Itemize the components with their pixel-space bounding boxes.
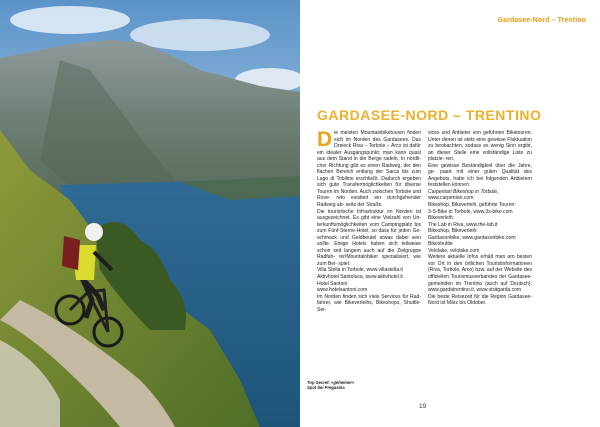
line: offiziellen Tourismusverbandes der Gardasee- <box>428 274 532 281</box>
line: zu beobachten, sodass es wenig Sinn ergibt, an <box>428 143 532 156</box>
line: habe ich bei folgenden Anbietern feststellen <box>428 175 532 189</box>
line: gemeinden im Trentino (auch auf Deutsch): <box>428 280 532 287</box>
line: Unter denen ist stets eine gewisse Fluktuation <box>428 136 532 143</box>
line: Die touristische Infrastruktur im Norden ist <box>317 208 421 215</box>
line: spiel: <box>338 260 351 267</box>
line: Dreieck Riva – Torbole – Arco ist dafür <box>334 143 421 150</box>
line: sich im Norden des Gardasees. Das <box>334 136 421 143</box>
hotel-line: Aktivhotel Santoluca, www.aktivhotel.it <box>317 274 403 281</box>
line: vor Ort in den örtlichen Touristinformationen <box>428 260 532 267</box>
line: seit langem auch auf die Zielgruppe Radfah- <box>317 247 421 261</box>
line: www.gardatrentino.it, www.visitgarda.com <box>428 287 522 294</box>
caption-line: Top Secret: »geheimer« <box>307 380 355 385</box>
drop-cap: D <box>317 128 333 151</box>
cloud <box>130 19 270 51</box>
line: ren. <box>445 156 455 163</box>
paragraph <box>428 254 532 293</box>
line: cher Richtung gibt es einen Radweg, der den <box>317 162 421 169</box>
provider-line: www.carpentari.com <box>428 195 474 202</box>
line: (Riva, Torbole, Arco) bzw. auf der Website des <box>428 267 532 274</box>
provider-line: The Lab in Riva, www.the-lab.it <box>428 221 498 228</box>
line: Die beste Reisezeit für die Region Gardasee- <box>428 293 532 300</box>
line: gute Transfermöglichkeiten für diverse Touren <box>317 182 421 195</box>
paragraph <box>428 294 532 307</box>
line: sollte. Einige Hotels haben sich teilweise schon <box>317 241 421 254</box>
line: terkunftsmöglichkeiten vom Campingplatz bis <box>317 221 421 228</box>
provider-line: 3-S-Bike in Torbole, www.3s-bike.com <box>428 208 513 215</box>
line: di Tobilino erschließt. Dadurch ergeben sich <box>317 175 421 189</box>
text-column-1 <box>317 130 421 313</box>
page-title: GARDASEE-NORD – TRENTINO <box>317 107 542 123</box>
photo-caption <box>307 380 397 390</box>
provider-line: Gardasonbike, www.gardasonbike.com <box>428 234 516 241</box>
paragraph <box>317 294 421 314</box>
line: rer/Mountainbiker spezialisiert, wie zum Bei- <box>317 254 421 267</box>
line: ie meisten Mountainbiketouren finden <box>334 130 421 136</box>
running-head: Gardasee-Nord – Trentino <box>497 17 586 24</box>
rider-backpack <box>62 236 80 270</box>
hotel-line: Villa Stella in Torbole, www.villastella.it <box>317 267 403 274</box>
line: können: <box>452 182 471 189</box>
provider-line: Bikeshop, Bikeverleih: <box>428 228 478 235</box>
paragraph <box>317 209 421 268</box>
provider-line: Bikeshop, Bikeverleih, geführte Touren: <box>428 202 516 209</box>
line: Weitere aktuelle Infos erhält man am besten <box>428 254 532 261</box>
provider-line: Velolake, velolake.com <box>428 247 480 254</box>
line: fahrer, wie Bikeverleihs, Bikeshops, Shuttle-Ser- <box>317 300 421 313</box>
paragraph <box>428 130 532 163</box>
paragraph <box>428 163 532 189</box>
line: dieser Stelle eine vollständige Liste zu platzie- <box>428 149 532 163</box>
paragraph <box>317 130 421 209</box>
line: schmack und Geldbeutel etwas dabei sein <box>317 234 421 241</box>
rider-helmet <box>85 223 103 241</box>
line: vices und Anbieter von geführten Biketouren. <box>428 130 532 136</box>
text-column-2 <box>428 130 532 307</box>
line: seits der Straße. <box>345 202 383 209</box>
hotel-line: Hotel Santoni <box>317 280 348 287</box>
page-number: 19 <box>419 403 427 410</box>
cloud <box>10 6 130 34</box>
line: paart mit einer guten Qualität des Angebots, <box>428 169 533 182</box>
provider-line: Bikeverleih: <box>428 215 455 222</box>
line: ein idealer Ausgangspunkt; man kann quasi <box>317 149 421 156</box>
line: Nord ist März bis Oktober. <box>428 300 487 307</box>
line: aus dem Stand in die Berge radeln. In nördli- <box>317 156 421 163</box>
line: Eine gewisse Beständigkeit über die Jahre, ge- <box>428 162 532 176</box>
line: ausgezeichnet. Es gibt eine Vielzahl von Un- <box>317 215 421 222</box>
line: im Norden. Auch zwischen Torbole und Rove- <box>317 188 421 202</box>
hotel-line: www.hotelsantoni.com <box>317 287 368 294</box>
line: zum Fünf-Sterne-Hotel, so dass für jeden Ge- <box>317 228 421 235</box>
line: reto existiert ein durchgehender Radweg ab- <box>317 195 421 209</box>
provider-line: Bikeshuttle <box>428 241 453 248</box>
line: flachen Bereich entlang der Sarca bis zum Lago <box>317 169 421 182</box>
line: Im Norden finden sich viele Services für Rad- <box>317 293 421 300</box>
caption-line: Spot bei Pregasina <box>307 385 345 391</box>
provider-line: Carpentari Bikeshop in Torbole, <box>428 188 499 195</box>
